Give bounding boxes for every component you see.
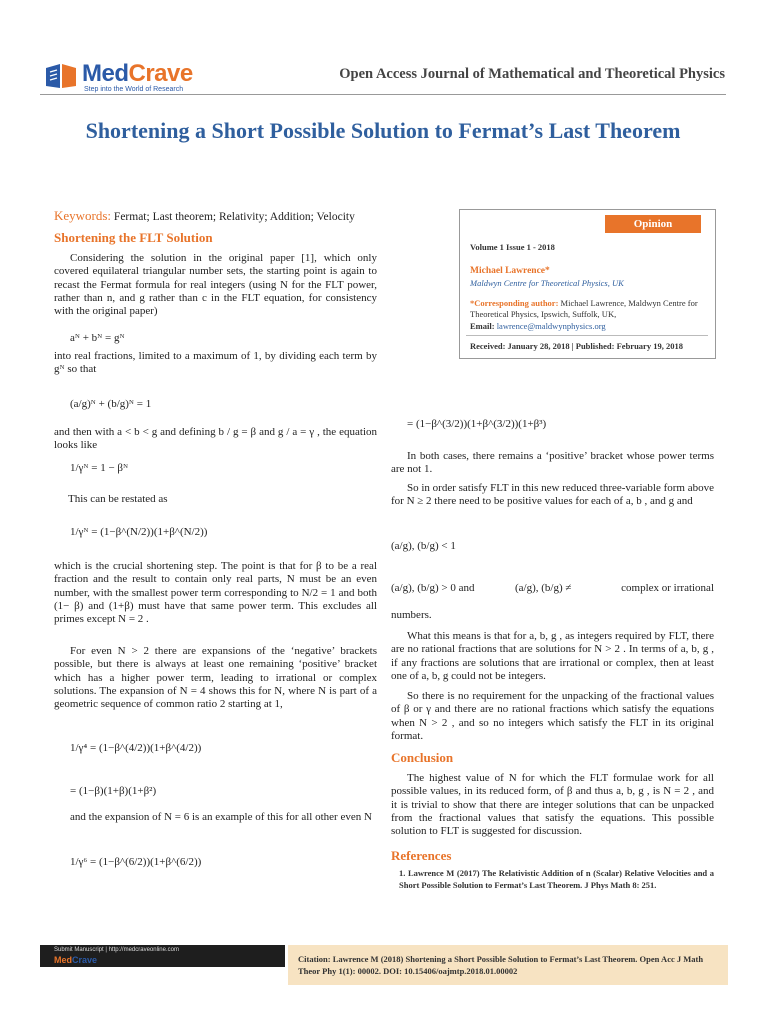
paragraph: Considering the solution in the original paper [1], which only covered equilateral triangular number sets, the starting point is again to recast the Fermat formula for real integers (using N for the FLT power, rather than n, and g rather than c in the FLT equation, for consistency with the original paper) — [54, 252, 377, 318]
author-name: Michael Lawrence* — [470, 266, 550, 276]
equation: 1/γᴺ = 1 − βᴺ — [70, 462, 129, 474]
email-link[interactable]: lawrence@maldwynphysics.org — [496, 321, 606, 331]
equation: 1/γᴺ = (1−β^(N/2))(1+β^(N/2)) — [70, 526, 208, 538]
paragraph: numbers. — [391, 609, 432, 621]
author-affiliation: Maldwyn Centre for Theoretical Physics, UK — [470, 278, 624, 288]
equation: = (1−β^(3/2))(1+β^(3/2))(1+β³) — [407, 418, 547, 430]
equation: aᴺ + bᴺ = gᴺ — [70, 332, 125, 344]
logo-tagline: Step into the World of Research — [84, 86, 184, 93]
equation: = (1−β)(1+β)(1+β²) — [70, 785, 157, 797]
equation: 1/γ⁴ = (1−β^(4/2))(1+β^(4/2)) — [70, 742, 202, 754]
article-type-badge: Opinion — [605, 215, 701, 233]
reference-item[interactable]: 1. Lawrence M (2017) The Relativistic Addition of n (Scalar) Relative Velocities and a Short Possible Solution to Fermat’s Last Theorem. J Phys Math 8: 251. — [399, 868, 714, 890]
journal-name: Open Access Journal of Mathematical and Theoretical Physics — [339, 66, 725, 82]
corresponding-author — [470, 298, 708, 320]
logo-name: MedCrave — [82, 60, 193, 87]
section-heading-references: References — [391, 848, 452, 863]
paragraph: For even N > 2 there are expansions of the ‘negative’ brackets possible, but there is always at least one remaining ‘positive’ bracket which has a higher power term, leading to irrational or complex solutions. The expansion of N = 4 shows this for N, where N is part of a geometric sequence of common ratio 2 starting at 1, — [54, 645, 377, 711]
paragraph: So there is no requirement for the unpacking of the fractional values of β or γ and there are no rational fractions which satisfy the equations when N > 2 , and so no integers which satisfy the FLT in its original format. — [391, 690, 714, 742]
received-published-dates: Received: January 28, 2018 | Published: February 19, 2018 — [470, 341, 683, 351]
article-title: Shortening a Short Possible Solution to Fermat’s Last Theorem — [85, 118, 681, 143]
medcrave-logo[interactable] — [44, 60, 194, 96]
info-divider — [466, 335, 708, 336]
equation: (a/g)ᴺ + (b/g)ᴺ = 1 — [70, 398, 152, 410]
paragraph: and then with a < b < g and defining b / g = β and g / a = γ , the equation looks like — [54, 426, 377, 452]
paragraph: into real fractions, limited to a maximum of 1, by dividing each term by gᴺ so that — [54, 350, 377, 376]
equation: (a/g), (b/g) ≠ — [515, 582, 572, 594]
equation: (a/g), (b/g) > 0 and — [391, 582, 475, 594]
paragraph: and the expansion of N = 6 is an example of this for all other even N — [70, 811, 372, 823]
paragraph: The highest value of N for which the FLT formulae work for all possible values, in its reduced form, of β and thus a, b, g , is N = 2 , and it is trivial to show that there are integer solutions that can be unpacked from the fractional values that satisfy the equations. This possible solution to FLT is suggested for discussion. — [391, 772, 714, 838]
equation-text: complex or irrational — [621, 582, 714, 594]
citation-text: Citation: Lawrence M (2018) Shortening a Short Possible Solution to Fermat’s Last Theorem. Open Acc J Math Theor Phy 1(1): 00002. DOI: 10.15406/oajmtp.2018.01.00002 — [298, 954, 704, 976]
section-heading-flt: Shortening the FLT Solution — [54, 230, 213, 245]
header-divider — [40, 94, 726, 95]
paragraph: In both cases, there remains a ‘positive’ bracket whose power terms are not 1. — [391, 450, 714, 476]
corresponding-author-label: *Corresponding author: — [470, 298, 559, 308]
section-heading-conclusion: Conclusion — [391, 750, 454, 765]
submit-manuscript-bar[interactable] — [40, 945, 285, 967]
paragraph: What this means is that for a, b, g , as integers required by FLT, there are no rational fractions that are solutions for N > 2 . In terms of a, b, g , if any fractions are solutions that are irrational or complex, then at least one of a, b, g could not be integers. — [391, 630, 714, 682]
email-label: Email: — [470, 321, 495, 331]
corresponding-author-text: Michael Lawrence, Maldwyn Centre for Theoretical Physics, Ipswich, Suffolk, UK, — [470, 298, 698, 319]
volume-issue: Volume 1 Issue 1 - 2018 — [470, 242, 555, 252]
submit-manuscript-link[interactable]: Submit Manuscript | http://medcraveonline.com — [54, 947, 179, 953]
footer-logo: MedCrave — [54, 955, 98, 965]
paragraph: So in order satisfy FLT in this new reduced three-variable form above for N ≥ 2 there need to be positive values for each of a, b , and g and — [391, 482, 715, 508]
keywords-text: Fermat; Last theorem; Relativity; Addition; Velocity — [113, 211, 355, 223]
author-email — [470, 321, 606, 332]
paragraph: which is the crucial shortening step. The point is that for β to be a real fraction and the result to contain only real parts, N must be an even number, with the smallest power term corresponding to N/2 = 1 and both (1− β) and (1+β) must have that same power term. This excludes all primes except N = 2 . — [54, 560, 377, 626]
equation: (a/g), (b/g) < 1 — [391, 540, 456, 552]
keywords-label: Keywords: — [54, 208, 112, 223]
equation: 1/γ⁶ = (1−β^(6/2))(1+β^(6/2)) — [70, 856, 202, 868]
keywords — [54, 209, 454, 224]
citation-box — [288, 945, 728, 985]
book-logo-icon — [44, 62, 78, 90]
paragraph: This can be restated as — [68, 493, 168, 505]
